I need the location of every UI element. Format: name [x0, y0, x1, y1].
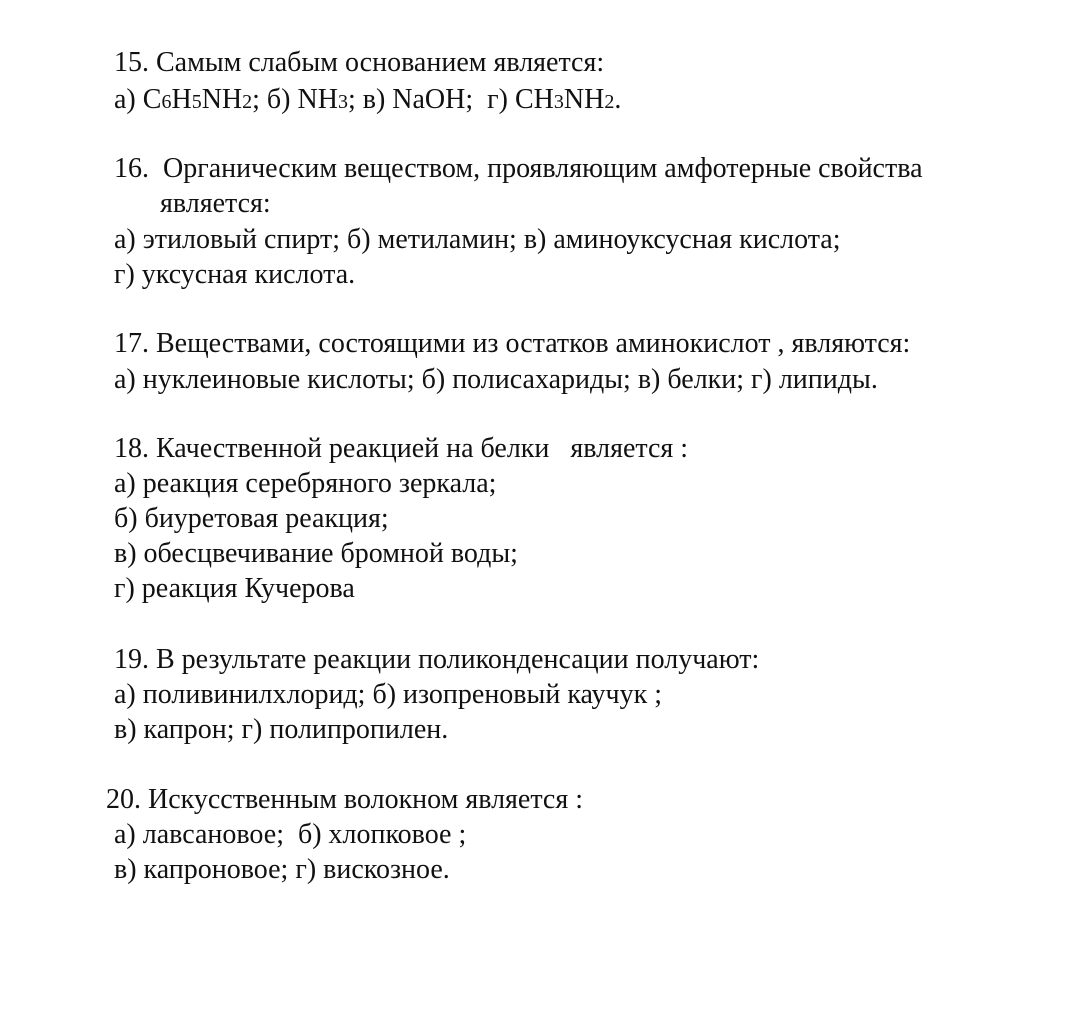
question-number: 19.	[114, 644, 149, 675]
question-number: 16.	[114, 153, 149, 184]
question-text: Самым слабым основанием является:	[156, 47, 605, 78]
formula-ammonia: NH3;	[297, 84, 356, 115]
question-18-answer-c: в) обесцвечивание бромной воды;	[114, 538, 518, 569]
formula-aniline: C6H5NH2;	[142, 84, 260, 115]
question-18-answer-a: а) реакция серебряного зеркала;	[114, 468, 497, 499]
question-19-answers-2: в) капрон; г) полипропилен.	[114, 714, 449, 745]
answer-label: в)	[362, 84, 386, 115]
question-number: 15.	[114, 47, 149, 78]
question-number: 20.	[106, 784, 141, 815]
answer-label: г)	[487, 84, 508, 115]
question-text: Органическим веществом, проявляющим амфотерные свойства	[163, 153, 923, 184]
question-18-answer-d: г) реакция Кучерова	[114, 573, 355, 604]
formula-methylamine: CH3NH2.	[514, 84, 622, 115]
question-number: 17.	[114, 328, 149, 359]
answer-label: а)	[114, 84, 136, 115]
question-16-prompt-continued: является:	[160, 188, 271, 219]
question-text: В результате реакции поликонденсации получают:	[156, 644, 760, 675]
question-17-answers: а) нуклеиновые кислоты; б) полисахариды; в) белки; г) липиды.	[114, 364, 878, 395]
answer-label: б)	[266, 84, 291, 115]
question-17-prompt	[114, 327, 910, 361]
formula-naoh: NaOH;	[392, 84, 474, 115]
question-20-answers-1: а) лавсановое; б) хлопковое ;	[114, 819, 467, 850]
question-18-answer-b: б) биуретовая реакция;	[114, 503, 389, 534]
question-16-answers-2: г) уксусная кислота.	[114, 259, 356, 290]
question-15-answers	[114, 83, 621, 119]
question-18-prompt	[114, 432, 688, 466]
question-number: 18.	[114, 433, 149, 464]
question-19-prompt	[114, 643, 759, 677]
question-20-answers-2: в) капроновое; г) вискозное.	[114, 854, 450, 885]
question-text: Качественной реакцией на белки является :	[156, 433, 689, 464]
question-16-prompt	[114, 152, 923, 186]
question-15-prompt	[114, 46, 604, 80]
question-text: Искусственным волокном является :	[148, 784, 584, 815]
question-text: Веществами, состоящими из остатков аминокислот , являются:	[156, 328, 911, 359]
question-16-answers-1: а) этиловый спирт; б) метиламин; в) аминоуксусная кислота;	[114, 224, 841, 255]
question-19-answers-1: а) поливинилхлорид; б) изопреновый каучук ;	[114, 679, 662, 710]
question-20-prompt	[106, 783, 583, 817]
